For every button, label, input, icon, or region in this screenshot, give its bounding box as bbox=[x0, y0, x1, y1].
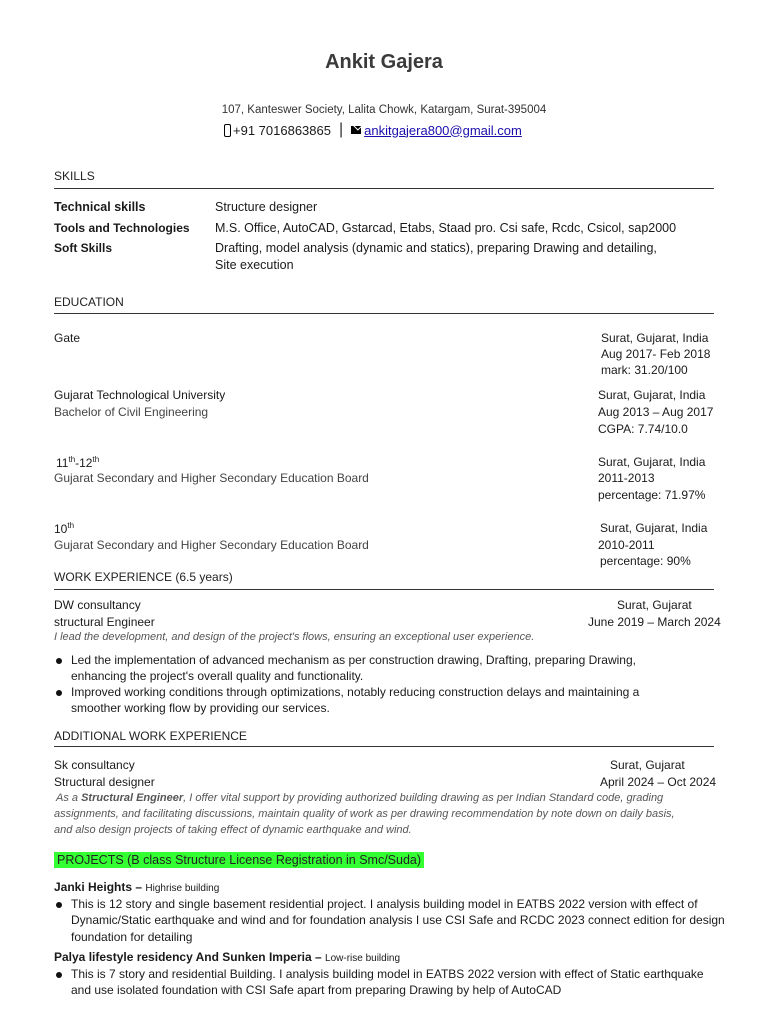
additional-summary-cont: and also design projects of taking effect of dynamic earthquake and wind. bbox=[54, 824, 412, 836]
skill-value-cont: Site execution bbox=[215, 258, 294, 272]
edu-dates: 2011-2013 bbox=[598, 471, 655, 485]
skill-label: Soft Skills bbox=[54, 241, 113, 255]
additional-summary: As a Structural Engineer, I offer vital support by providing authorized building drawing as per Indian Standard code, grading bbox=[56, 792, 664, 804]
list-item: This is 12 story and single basement residential project. I analysis building model in EATBS 2022 version with effect of Dynamic/Static earthquake and wind and for foundation analysis I use CSI Safe and RCDC 2023 connect edition for design foundation for detailing bbox=[54, 897, 734, 947]
work-location: Surat, Gujarat bbox=[617, 598, 692, 612]
work-company: DW consultancy bbox=[54, 598, 141, 612]
mail-icon bbox=[351, 126, 361, 134]
additional-heading: ADDITIONAL WORK EXPERIENCE bbox=[54, 729, 247, 743]
edu-score: CGPA: 7.74/10.0 bbox=[598, 422, 688, 436]
contact-separator: | bbox=[338, 121, 344, 138]
list-item: Led the implementation of advanced mechanism as per construction drawing, Drafting, preparing Drawing, enhancing the project's overall quality and functionality. bbox=[54, 653, 714, 687]
additional-divider bbox=[54, 746, 714, 747]
edu-score: percentage: 90% bbox=[600, 554, 691, 568]
edu-subtitle: Bachelor of Civil Engineering bbox=[54, 405, 209, 419]
additional-company: Sk consultancy bbox=[54, 758, 135, 772]
work-heading: WORK EXPERIENCE (6.5 years) bbox=[54, 570, 233, 584]
edu-dates: 2010-2011 bbox=[598, 538, 655, 552]
edu-location: Surat, Gujarat, India bbox=[600, 521, 708, 535]
edu-title: 11th-12th bbox=[56, 455, 100, 470]
skills-divider bbox=[54, 188, 714, 189]
edu-title: Gujarat Technological University bbox=[54, 388, 226, 402]
edu-title: 10th bbox=[54, 521, 75, 536]
list-item: This is 7 story and residential Building. I analysis building model in EATBS 2022 version with effect of Static earthquake and use isolated foundation with CSI Safe apart from preparing Drawing by help of AutoCAD bbox=[54, 967, 734, 1001]
email-link[interactable]: ankitgajera800@gmail.com bbox=[364, 122, 522, 138]
projects-heading: PROJECTS (B class Structure License Registration in Smc/Suda) bbox=[54, 852, 424, 868]
work-dates: June 2019 – March 2024 bbox=[588, 615, 721, 629]
education-divider bbox=[54, 313, 714, 314]
edu-dates: Aug 2013 – Aug 2017 bbox=[598, 405, 714, 419]
phone-number: +91 7016863865 bbox=[233, 122, 331, 138]
edu-dates: Aug 2017- Feb 2018 bbox=[601, 347, 711, 361]
additional-role: Structural designer bbox=[54, 775, 155, 789]
skills-heading: SKILLS bbox=[54, 169, 95, 183]
work-divider bbox=[54, 589, 714, 590]
work-role: structural Engineer bbox=[54, 615, 155, 629]
education-heading: EDUCATION bbox=[54, 295, 124, 309]
additional-dates: April 2024 – Oct 2024 bbox=[600, 775, 717, 789]
edu-location: Surat, Gujarat, India bbox=[598, 455, 706, 469]
candidate-name: Ankit Gajera bbox=[325, 51, 443, 73]
edu-score: mark: 31.20/100 bbox=[601, 363, 688, 377]
project-title: Janki Heights – Highrise building bbox=[54, 880, 220, 894]
additional-location: Surat, Gujarat bbox=[610, 758, 685, 772]
skill-label: Tools and Technologies bbox=[54, 221, 190, 235]
work-summary: I lead the development, and design of the project's flows, ensuring an exceptional user experience. bbox=[54, 631, 535, 643]
skill-label: Technical skills bbox=[54, 200, 146, 214]
edu-location: Surat, Gujarat, India bbox=[601, 331, 709, 345]
phone-icon bbox=[224, 124, 231, 137]
edu-location: Surat, Gujarat, India bbox=[598, 388, 706, 402]
edu-subtitle: Gujarat Secondary and Higher Secondary Education Board bbox=[54, 538, 369, 552]
additional-summary-cont: assignments, and facilitating discussions, maintain quality of work as per drawing recommendation by note down on daily basis, bbox=[54, 808, 675, 820]
edu-title: Gate bbox=[54, 331, 81, 345]
list-item: Improved working conditions through optimizations, notably reducing construction delays and maintaining a smoother working flow by providing our services. bbox=[54, 685, 714, 719]
contact-line bbox=[224, 121, 522, 139]
edu-score: percentage: 71.97% bbox=[598, 488, 706, 502]
edu-subtitle: Gujarat Secondary and Higher Secondary Education Board bbox=[54, 471, 369, 485]
skill-value: Drafting, model analysis (dynamic and statics), preparing Drawing and detailing, bbox=[215, 241, 657, 255]
skill-value: Structure designer bbox=[215, 200, 318, 214]
address: 107, Kanteswer Society, Lalita Chowk, Katargam, Surat-395004 bbox=[221, 104, 547, 116]
skill-value: M.S. Office, AutoCAD, Gstarcad, Etabs, Staad pro. Csi safe, Rcdc, Csicol, sap2000 bbox=[215, 221, 677, 235]
project-title: Palya lifestyle residency And Sunken Imperia – Low-rise building bbox=[54, 950, 401, 964]
